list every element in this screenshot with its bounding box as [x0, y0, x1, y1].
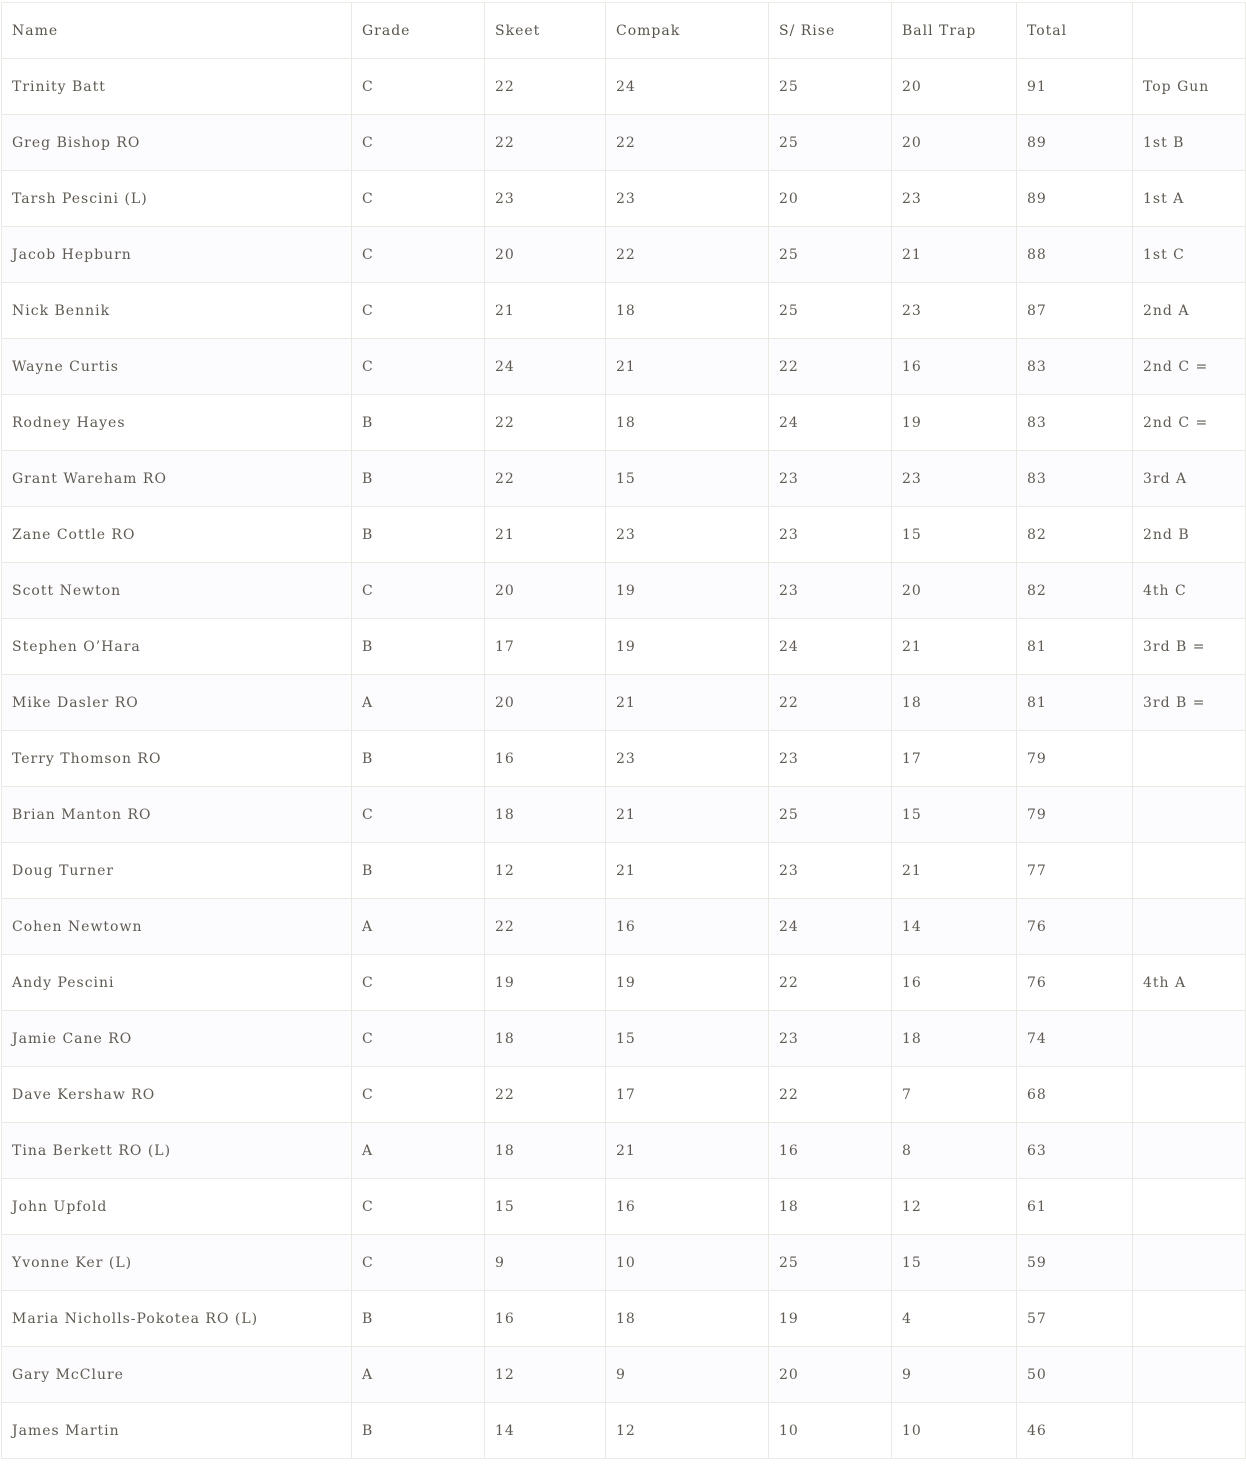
name-cell: Gary McClure — [2, 1347, 352, 1403]
ball-trap-cell: 20 — [892, 59, 1017, 115]
ball-trap-cell: 12 — [892, 1179, 1017, 1235]
grade-cell: C — [352, 1179, 485, 1235]
springing-rise-cell: 25 — [769, 1235, 892, 1291]
column-header-total: Total — [1017, 3, 1133, 59]
table-row — [2, 899, 1246, 955]
total-cell: 83 — [1017, 339, 1133, 395]
column-header-springing-rise: S/ Rise — [769, 3, 892, 59]
total-cell: 79 — [1017, 787, 1133, 843]
name-cell: Andy Pescini — [2, 955, 352, 1011]
grade-cell: B — [352, 1291, 485, 1347]
compak-cell: 23 — [606, 507, 769, 563]
placing-cell — [1133, 731, 1246, 787]
name-cell: James Martin — [2, 1403, 352, 1459]
table-row — [2, 451, 1246, 507]
grade-cell: B — [352, 619, 485, 675]
springing-rise-cell: 23 — [769, 451, 892, 507]
placing-cell: 3rd A — [1133, 451, 1246, 507]
name-cell: Jamie Cane RO — [2, 1011, 352, 1067]
springing-rise-cell: 20 — [769, 171, 892, 227]
skeet-cell: 18 — [485, 787, 606, 843]
placing-cell: 4th A — [1133, 955, 1246, 1011]
table-row — [2, 1067, 1246, 1123]
table-row — [2, 787, 1246, 843]
name-cell: Cohen Newtown — [2, 899, 352, 955]
compak-cell: 18 — [606, 283, 769, 339]
placing-cell: 4th C — [1133, 563, 1246, 619]
name-cell: Brian Manton RO — [2, 787, 352, 843]
placing-cell — [1133, 787, 1246, 843]
column-header-skeet: Skeet — [485, 3, 606, 59]
total-cell: 76 — [1017, 899, 1133, 955]
ball-trap-cell: 9 — [892, 1347, 1017, 1403]
compak-cell: 17 — [606, 1067, 769, 1123]
name-cell: Doug Turner — [2, 843, 352, 899]
total-cell: 91 — [1017, 59, 1133, 115]
ball-trap-cell: 15 — [892, 507, 1017, 563]
results-table — [1, 2, 1246, 1459]
ball-trap-cell: 23 — [892, 171, 1017, 227]
ball-trap-cell: 7 — [892, 1067, 1017, 1123]
placing-cell: 1st B — [1133, 115, 1246, 171]
table-header-row — [2, 3, 1246, 59]
springing-rise-cell: 24 — [769, 395, 892, 451]
table-row — [2, 1123, 1246, 1179]
springing-rise-cell: 25 — [769, 283, 892, 339]
compak-cell: 21 — [606, 675, 769, 731]
springing-rise-cell: 23 — [769, 731, 892, 787]
table-row — [2, 1403, 1246, 1459]
results-table-body — [2, 59, 1246, 1459]
ball-trap-cell: 20 — [892, 115, 1017, 171]
placing-cell — [1133, 1123, 1246, 1179]
total-cell: 63 — [1017, 1123, 1133, 1179]
table-row — [2, 283, 1246, 339]
grade-cell: B — [352, 507, 485, 563]
total-cell: 81 — [1017, 619, 1133, 675]
placing-cell — [1133, 1235, 1246, 1291]
total-cell: 89 — [1017, 115, 1133, 171]
springing-rise-cell: 25 — [769, 787, 892, 843]
compak-cell: 21 — [606, 787, 769, 843]
table-row — [2, 731, 1246, 787]
total-cell: 61 — [1017, 1179, 1133, 1235]
compak-cell: 22 — [606, 115, 769, 171]
name-cell: Tarsh Pescini (L) — [2, 171, 352, 227]
compak-cell: 16 — [606, 1179, 769, 1235]
compak-cell: 18 — [606, 1291, 769, 1347]
compak-cell: 21 — [606, 339, 769, 395]
grade-cell: A — [352, 675, 485, 731]
ball-trap-cell: 14 — [892, 899, 1017, 955]
springing-rise-cell: 25 — [769, 59, 892, 115]
name-cell: Wayne Curtis — [2, 339, 352, 395]
compak-cell: 12 — [606, 1403, 769, 1459]
skeet-cell: 15 — [485, 1179, 606, 1235]
table-row — [2, 675, 1246, 731]
skeet-cell: 20 — [485, 227, 606, 283]
name-cell: Rodney Hayes — [2, 395, 352, 451]
total-cell: 76 — [1017, 955, 1133, 1011]
grade-cell: B — [352, 451, 485, 507]
skeet-cell: 20 — [485, 675, 606, 731]
total-cell: 59 — [1017, 1235, 1133, 1291]
skeet-cell: 23 — [485, 171, 606, 227]
results-table-container — [1, 2, 1245, 1459]
grade-cell: B — [352, 1403, 485, 1459]
skeet-cell: 12 — [485, 843, 606, 899]
total-cell: 57 — [1017, 1291, 1133, 1347]
skeet-cell: 9 — [485, 1235, 606, 1291]
ball-trap-cell: 8 — [892, 1123, 1017, 1179]
table-row — [2, 227, 1246, 283]
total-cell: 82 — [1017, 563, 1133, 619]
column-header-compak: Compak — [606, 3, 769, 59]
ball-trap-cell: 4 — [892, 1291, 1017, 1347]
name-cell: Tina Berkett RO (L) — [2, 1123, 352, 1179]
table-row — [2, 563, 1246, 619]
skeet-cell: 24 — [485, 339, 606, 395]
compak-cell: 16 — [606, 899, 769, 955]
placing-cell — [1133, 1347, 1246, 1403]
grade-cell: C — [352, 283, 485, 339]
compak-cell: 24 — [606, 59, 769, 115]
placing-cell: 3rd B = — [1133, 619, 1246, 675]
skeet-cell: 18 — [485, 1123, 606, 1179]
springing-rise-cell: 22 — [769, 955, 892, 1011]
name-cell: Trinity Batt — [2, 59, 352, 115]
column-header-name: Name — [2, 3, 352, 59]
name-cell: Yvonne Ker (L) — [2, 1235, 352, 1291]
compak-cell: 19 — [606, 955, 769, 1011]
ball-trap-cell: 18 — [892, 1011, 1017, 1067]
total-cell: 77 — [1017, 843, 1133, 899]
placing-cell — [1133, 843, 1246, 899]
table-row — [2, 115, 1246, 171]
table-row — [2, 339, 1246, 395]
table-row — [2, 395, 1246, 451]
total-cell: 50 — [1017, 1347, 1133, 1403]
name-cell: Scott Newton — [2, 563, 352, 619]
compak-cell: 21 — [606, 1123, 769, 1179]
springing-rise-cell: 23 — [769, 563, 892, 619]
grade-cell: C — [352, 115, 485, 171]
compak-cell: 21 — [606, 843, 769, 899]
name-cell: Jacob Hepburn — [2, 227, 352, 283]
table-row — [2, 1347, 1246, 1403]
ball-trap-cell: 21 — [892, 619, 1017, 675]
column-header-ball-trap: Ball Trap — [892, 3, 1017, 59]
skeet-cell: 12 — [485, 1347, 606, 1403]
skeet-cell: 21 — [485, 507, 606, 563]
grade-cell: A — [352, 1347, 485, 1403]
grade-cell: C — [352, 227, 485, 283]
placing-cell: Top Gun — [1133, 59, 1246, 115]
springing-rise-cell: 19 — [769, 1291, 892, 1347]
placing-cell: 2nd C = — [1133, 395, 1246, 451]
name-cell: Terry Thomson RO — [2, 731, 352, 787]
table-row — [2, 1291, 1246, 1347]
table-row — [2, 843, 1246, 899]
ball-trap-cell: 15 — [892, 787, 1017, 843]
compak-cell: 19 — [606, 619, 769, 675]
ball-trap-cell: 23 — [892, 283, 1017, 339]
springing-rise-cell: 25 — [769, 227, 892, 283]
springing-rise-cell: 24 — [769, 619, 892, 675]
ball-trap-cell: 19 — [892, 395, 1017, 451]
total-cell: 74 — [1017, 1011, 1133, 1067]
compak-cell: 23 — [606, 171, 769, 227]
springing-rise-cell: 23 — [769, 507, 892, 563]
ball-trap-cell: 18 — [892, 675, 1017, 731]
ball-trap-cell: 20 — [892, 563, 1017, 619]
placing-cell: 1st A — [1133, 171, 1246, 227]
skeet-cell: 22 — [485, 395, 606, 451]
placing-cell — [1133, 1403, 1246, 1459]
name-cell: Mike Dasler RO — [2, 675, 352, 731]
ball-trap-cell: 15 — [892, 1235, 1017, 1291]
compak-cell: 9 — [606, 1347, 769, 1403]
grade-cell: C — [352, 787, 485, 843]
springing-rise-cell: 22 — [769, 675, 892, 731]
skeet-cell: 22 — [485, 59, 606, 115]
name-cell: Maria Nicholls-Pokotea RO (L) — [2, 1291, 352, 1347]
placing-cell: 2nd A — [1133, 283, 1246, 339]
total-cell: 83 — [1017, 451, 1133, 507]
ball-trap-cell: 16 — [892, 339, 1017, 395]
grade-cell: C — [352, 1067, 485, 1123]
skeet-cell: 21 — [485, 283, 606, 339]
compak-cell: 19 — [606, 563, 769, 619]
compak-cell: 23 — [606, 731, 769, 787]
ball-trap-cell: 16 — [892, 955, 1017, 1011]
springing-rise-cell: 10 — [769, 1403, 892, 1459]
table-row — [2, 1235, 1246, 1291]
skeet-cell: 20 — [485, 563, 606, 619]
compak-cell: 18 — [606, 395, 769, 451]
compak-cell: 15 — [606, 451, 769, 507]
grade-cell: B — [352, 395, 485, 451]
grade-cell: C — [352, 955, 485, 1011]
skeet-cell: 22 — [485, 899, 606, 955]
skeet-cell: 22 — [485, 451, 606, 507]
grade-cell: C — [352, 1235, 485, 1291]
name-cell: Grant Wareham RO — [2, 451, 352, 507]
springing-rise-cell: 18 — [769, 1179, 892, 1235]
grade-cell: B — [352, 843, 485, 899]
ball-trap-cell: 23 — [892, 451, 1017, 507]
placing-cell: 2nd C = — [1133, 339, 1246, 395]
ball-trap-cell: 10 — [892, 1403, 1017, 1459]
table-row — [2, 1011, 1246, 1067]
total-cell: 83 — [1017, 395, 1133, 451]
table-row — [2, 619, 1246, 675]
springing-rise-cell: 20 — [769, 1347, 892, 1403]
ball-trap-cell: 21 — [892, 843, 1017, 899]
springing-rise-cell: 23 — [769, 1011, 892, 1067]
grade-cell: C — [352, 339, 485, 395]
name-cell: Dave Kershaw RO — [2, 1067, 352, 1123]
total-cell: 87 — [1017, 283, 1133, 339]
grade-cell: A — [352, 1123, 485, 1179]
compak-cell: 22 — [606, 227, 769, 283]
placing-cell: 2nd B — [1133, 507, 1246, 563]
springing-rise-cell: 16 — [769, 1123, 892, 1179]
name-cell: Zane Cottle RO — [2, 507, 352, 563]
grade-cell: C — [352, 1011, 485, 1067]
placing-cell — [1133, 1291, 1246, 1347]
total-cell: 46 — [1017, 1403, 1133, 1459]
column-header-grade: Grade — [352, 3, 485, 59]
total-cell: 68 — [1017, 1067, 1133, 1123]
springing-rise-cell: 25 — [769, 115, 892, 171]
skeet-cell: 14 — [485, 1403, 606, 1459]
springing-rise-cell: 23 — [769, 843, 892, 899]
grade-cell: C — [352, 171, 485, 227]
skeet-cell: 22 — [485, 115, 606, 171]
total-cell: 82 — [1017, 507, 1133, 563]
grade-cell: C — [352, 59, 485, 115]
skeet-cell: 16 — [485, 1291, 606, 1347]
springing-rise-cell: 24 — [769, 899, 892, 955]
placing-cell — [1133, 899, 1246, 955]
total-cell: 89 — [1017, 171, 1133, 227]
table-row — [2, 171, 1246, 227]
total-cell: 88 — [1017, 227, 1133, 283]
grade-cell: C — [352, 563, 485, 619]
name-cell: John Upfold — [2, 1179, 352, 1235]
grade-cell: A — [352, 899, 485, 955]
springing-rise-cell: 22 — [769, 339, 892, 395]
skeet-cell: 19 — [485, 955, 606, 1011]
table-row — [2, 59, 1246, 115]
name-cell: Stephen O’Hara — [2, 619, 352, 675]
total-cell: 79 — [1017, 731, 1133, 787]
skeet-cell: 22 — [485, 1067, 606, 1123]
ball-trap-cell: 17 — [892, 731, 1017, 787]
placing-cell: 3rd B = — [1133, 675, 1246, 731]
ball-trap-cell: 21 — [892, 227, 1017, 283]
placing-cell — [1133, 1011, 1246, 1067]
name-cell: Greg Bishop RO — [2, 115, 352, 171]
compak-cell: 10 — [606, 1235, 769, 1291]
compak-cell: 15 — [606, 1011, 769, 1067]
grade-cell: B — [352, 731, 485, 787]
placing-cell — [1133, 1067, 1246, 1123]
placing-cell: 1st C — [1133, 227, 1246, 283]
skeet-cell: 17 — [485, 619, 606, 675]
springing-rise-cell: 22 — [769, 1067, 892, 1123]
skeet-cell: 16 — [485, 731, 606, 787]
skeet-cell: 18 — [485, 1011, 606, 1067]
table-row — [2, 955, 1246, 1011]
name-cell: Nick Bennik — [2, 283, 352, 339]
column-header-placing — [1133, 3, 1246, 59]
placing-cell — [1133, 1179, 1246, 1235]
table-row — [2, 1179, 1246, 1235]
total-cell: 81 — [1017, 675, 1133, 731]
table-row — [2, 507, 1246, 563]
